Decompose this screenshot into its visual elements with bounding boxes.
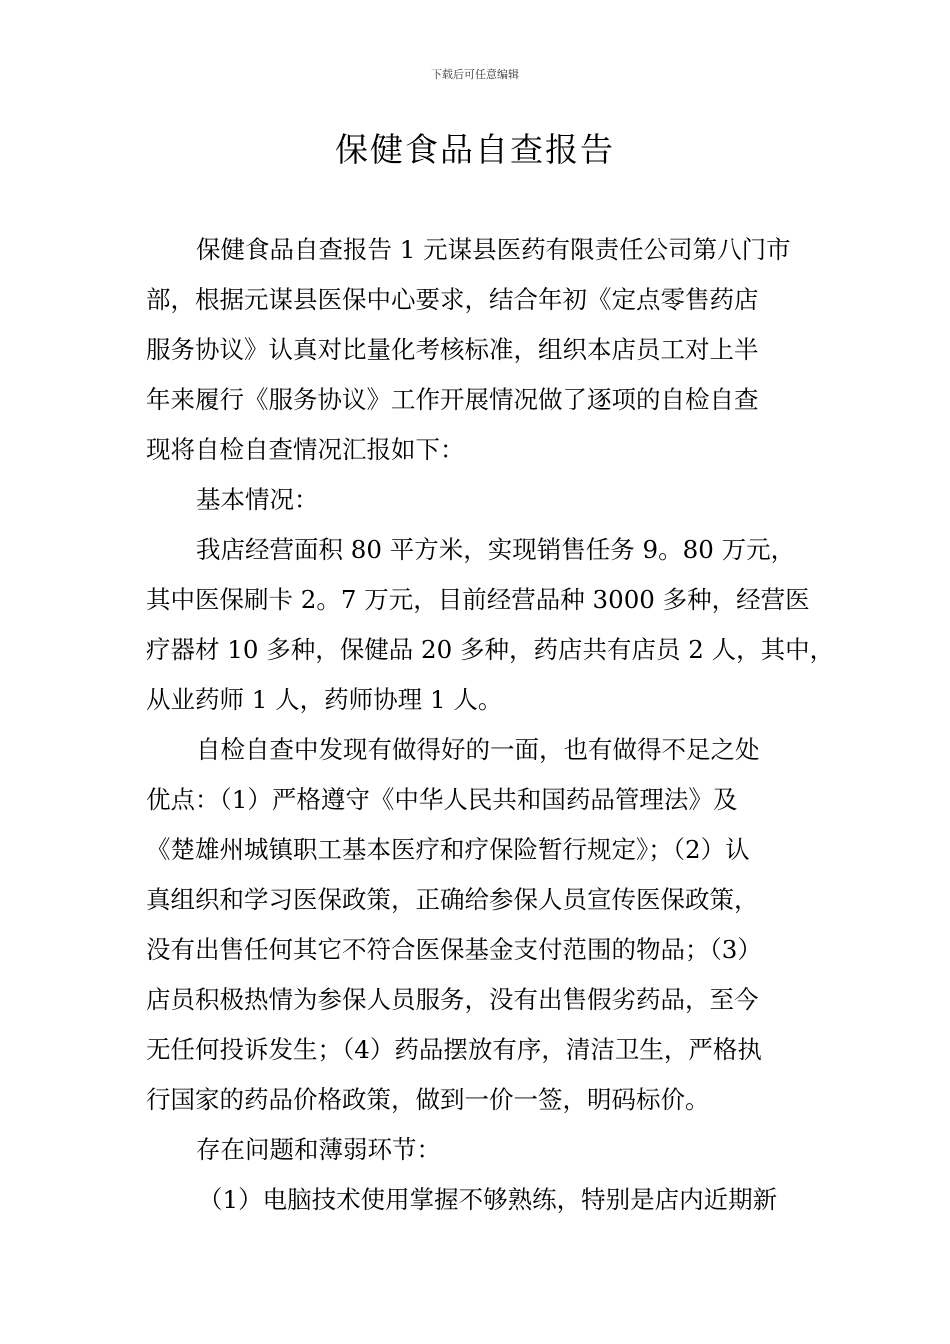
document-body bbox=[146, 225, 835, 1225]
section-heading-basic: 基本情况： bbox=[196, 485, 319, 514]
paragraph-line: 店员积极热情为参保人员服务，没有出售假劣药品，至今 bbox=[146, 985, 759, 1014]
document-title: 保健食品自查报告 bbox=[335, 130, 615, 169]
paragraph-line: 保健食品自查报告 1 元谋县医药有限责任公司第八门市 bbox=[196, 235, 791, 264]
paragraph-line: 无任何投诉发生；（4）药品摆放有序，清洁卫生，严格执 bbox=[146, 1035, 762, 1064]
section-heading-problems: 存在问题和薄弱环节： bbox=[196, 1135, 441, 1164]
paragraph-line: 疗器材 10 多种，保健品 20 多种，药店共有店员 2 人，其中， bbox=[146, 635, 835, 664]
paragraph-line: 优点：（1）严格遵守《中华人民共和国药品管理法》及 bbox=[146, 785, 738, 814]
paragraph-line: 自检自查中发现有做得好的一面，也有做得不足之处 bbox=[196, 735, 760, 764]
paragraph-line: 现将自检自查情况汇报如下： bbox=[146, 435, 465, 464]
paragraph-line: 我店经营面积 80 平方米，实现销售任务 9。80 万元， bbox=[196, 535, 796, 564]
paragraph-line: 部，根据元谋县医保中心要求，结合年初《定点零售药店 bbox=[146, 285, 759, 314]
paragraph-line: 服务协议》认真对比量化考核标准，组织本店员工对上半 bbox=[146, 335, 759, 364]
paragraph-line: 真组织和学习医保政策，正确给参保人员宣传医保政策， bbox=[146, 885, 759, 914]
page-header-note: 下载后可任意编辑 bbox=[431, 68, 519, 81]
paragraph-line: 行国家的药品价格政策，做到一价一签，明码标价。 bbox=[146, 1085, 710, 1114]
paragraph-line: 年来履行《服务协议》工作开展情况做了逐项的自检自查 bbox=[146, 385, 759, 414]
paragraph-line: 《楚雄州城镇职工基本医疗和疗保险暂行规定》；（2）认 bbox=[146, 835, 750, 864]
paragraph-line: 从业药师 1 人，药师协理 1 人。 bbox=[146, 685, 503, 714]
paragraph-line: （1）电脑技术使用掌握不够熟练，特别是店内近期新 bbox=[198, 1185, 778, 1214]
paragraph-line: 其中医保刷卡 2。7 万元，目前经营品种 3000 多种，经营医 bbox=[146, 585, 810, 614]
paragraph-line: 没有出售任何其它不符合医保基金支付范围的物品；（3） bbox=[146, 935, 762, 964]
